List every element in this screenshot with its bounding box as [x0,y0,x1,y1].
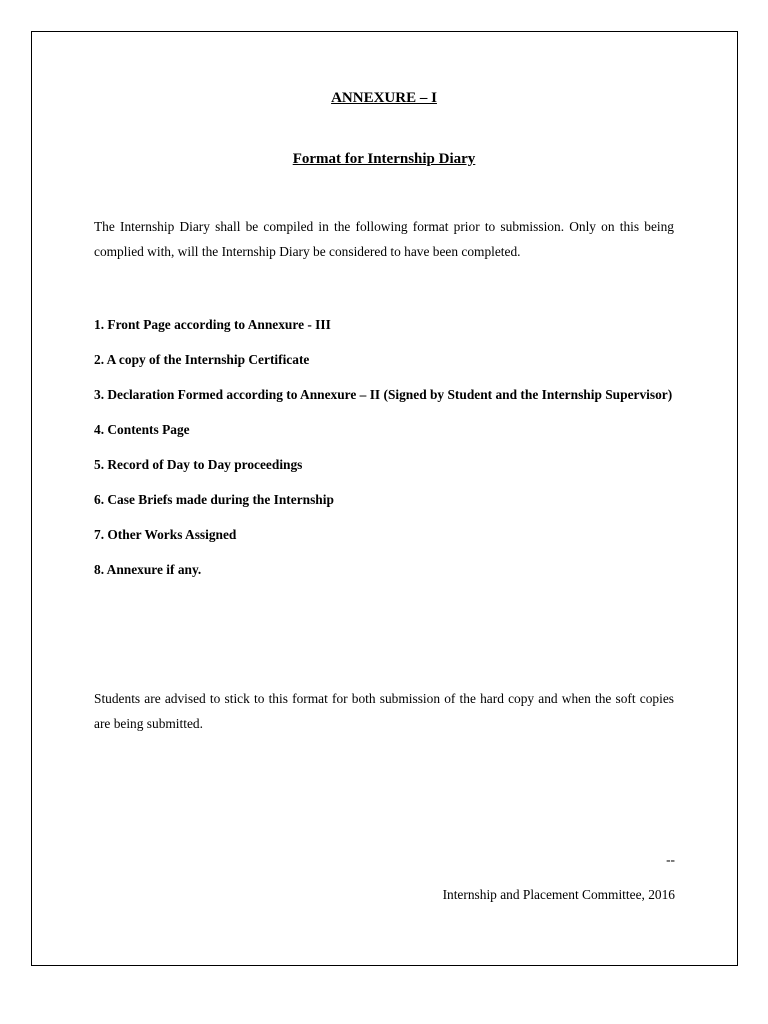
intro-paragraph: The Internship Diary shall be compiled in the following format prior to submission. Only on this being complied with, will the Internship Diary be considered to have been completed. [94,219,674,259]
list-item: 2. A copy of the Internship Certificate [94,352,310,367]
list-item: 8. Annexure if any. [94,562,202,577]
list-item: 6. Case Briefs made during the Internship [94,492,334,507]
format-title: Format for Internship Diary [292,151,476,167]
list-item: 4. Contents Page [94,422,190,437]
closing-paragraph: Students are advised to stick to this format for both submission of the hard copy and when the soft copies are being submitted. [94,691,674,731]
requirements-list [94,312,674,592]
list-item: 7. Other Works Assigned [94,527,237,542]
signature-line: Internship and Placement Committee, 2016 [442,887,675,902]
list-item: 3. Declaration Formed according to Annexure – II (Signed by Student and the Internship Supervisor) [94,387,673,402]
annexure-title: ANNEXURE – I [331,90,437,106]
signature-dash: -- [666,852,675,867]
list-item: 5. Record of Day to Day proceedings [94,457,303,472]
list-item: 1. Front Page according to Annexure - III [94,317,331,332]
